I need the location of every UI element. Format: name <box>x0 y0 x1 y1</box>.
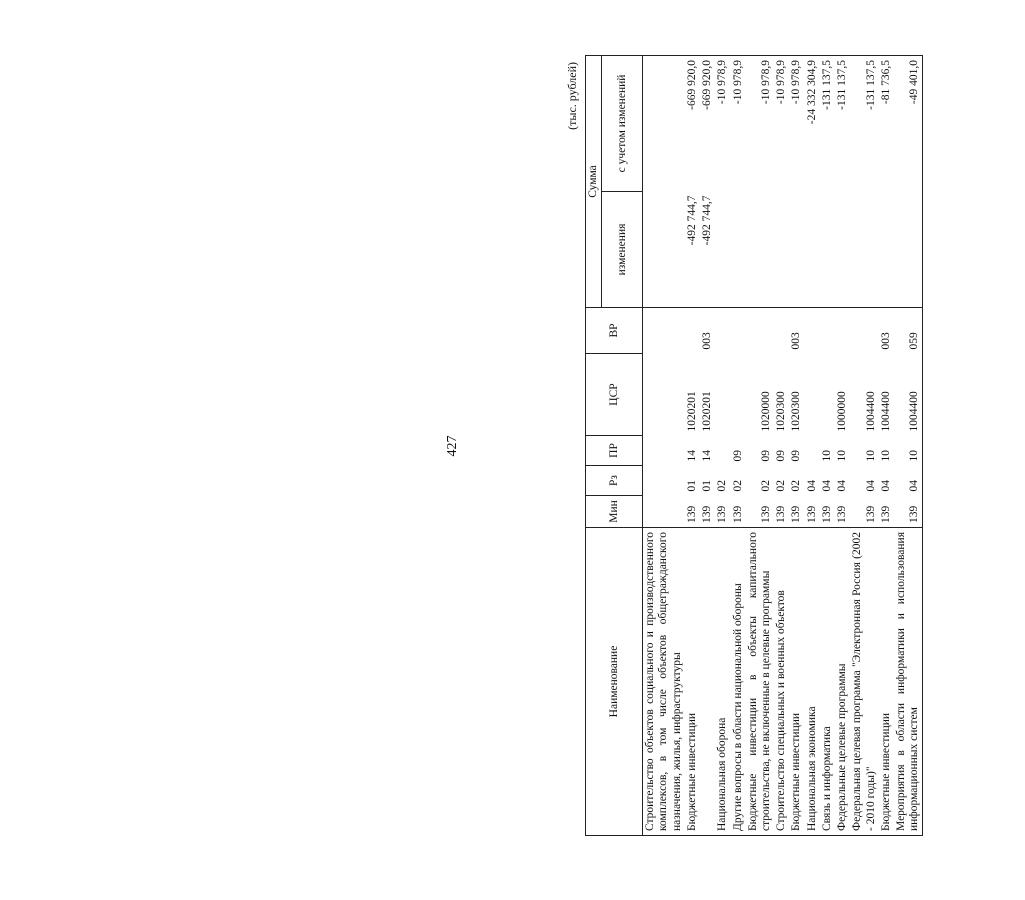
row-name: Федеральные целевые программы <box>835 528 850 836</box>
row-change <box>789 192 804 308</box>
row-pr <box>715 436 730 466</box>
row-vr <box>715 308 730 354</box>
table-row <box>731 55 746 835</box>
row-rz: 04 <box>820 480 833 492</box>
header-izmeneniya: изменения <box>602 192 643 308</box>
row-name: Другие вопросы в области национальной обороны <box>731 528 746 836</box>
row-min: 139 <box>790 505 803 523</box>
header-pr: ПР <box>586 436 643 466</box>
row-min: 139 <box>805 505 818 523</box>
row-min: 139 <box>836 505 849 523</box>
row-total: -49 401,0 <box>894 55 923 191</box>
row-pr: 09 <box>759 450 772 462</box>
row-total: -669 920,0 <box>700 55 715 191</box>
header-min: Мин <box>586 496 643 528</box>
row-change <box>746 192 774 308</box>
row-total: -81 736,5 <box>879 55 894 191</box>
row-name: Бюджетные инвестиции <box>789 528 804 836</box>
row-total <box>643 55 685 191</box>
row-name: Национальная оборона <box>715 528 730 836</box>
row-pr: 10 <box>864 450 877 462</box>
row-csr: 1000000 <box>836 391 849 432</box>
row-total: -24 332 304,9 <box>805 55 820 191</box>
row-min: 139 <box>716 505 729 523</box>
row-change <box>643 192 685 308</box>
row-rz <box>643 466 685 496</box>
row-csr <box>805 354 820 436</box>
table-row <box>700 55 715 835</box>
table-row <box>894 55 923 835</box>
row-pr <box>805 436 820 466</box>
row-rz: 04 <box>864 480 877 492</box>
row-csr: 1020300 <box>790 391 803 432</box>
row-csr: 1020300 <box>775 391 788 432</box>
row-pr: 10 <box>820 450 833 462</box>
row-vr <box>835 308 850 354</box>
row-min: 139 <box>685 505 698 523</box>
row-total: -131 137,5 <box>850 55 878 191</box>
row-change <box>894 192 923 308</box>
row-min: 139 <box>894 496 923 528</box>
row-change <box>879 192 894 308</box>
units-label: (тыс. рублей) <box>565 62 579 130</box>
row-change <box>805 192 820 308</box>
header-csr: ЦСР <box>586 354 643 436</box>
row-csr: 1004400 <box>894 354 923 436</box>
row-rz: 02 <box>716 480 729 492</box>
header-rz: Рз <box>586 466 643 496</box>
row-min: 139 <box>864 505 877 523</box>
row-total: -10 978,9 <box>746 55 774 191</box>
row-pr: 09 <box>775 450 788 462</box>
row-name: Бюджетные инвестиции <box>879 528 894 836</box>
row-vr <box>774 308 789 354</box>
row-name: Связь и информатика <box>820 528 835 836</box>
row-name: Строительство объектов социального и производственного комплексов, в том числе объектов общегражданского назначения, жилья, инфраструктуры <box>643 528 685 836</box>
header-s-uchetom: с учетом изменений <box>602 55 643 191</box>
row-name: Мероприятия в области информатики и использования информационных систем <box>894 528 923 836</box>
row-rz: 04 <box>805 480 818 492</box>
row-pr: 10 <box>894 436 923 466</box>
row-change: -492 744,7 <box>701 195 714 246</box>
row-csr: 1004400 <box>879 391 892 432</box>
row-change <box>850 192 878 308</box>
table-row <box>685 55 700 835</box>
row-vr: 003 <box>789 308 804 354</box>
row-min: 139 <box>775 505 788 523</box>
table-row <box>879 55 894 835</box>
row-pr: 09 <box>731 450 744 462</box>
row-csr: 1020000 <box>759 391 772 432</box>
row-total: -131 137,5 <box>835 55 850 191</box>
table-body <box>643 55 923 835</box>
table-row <box>835 55 850 835</box>
row-rz: 02 <box>790 480 803 492</box>
header-row-1 <box>586 55 602 835</box>
row-total: -10 978,9 <box>774 55 789 191</box>
table-row <box>805 55 820 835</box>
row-name: Строительство специальных и военных объектов <box>774 528 789 836</box>
table-row <box>715 55 730 835</box>
row-min <box>643 496 685 528</box>
row-change <box>731 192 746 308</box>
row-vr <box>850 308 878 354</box>
row-name: Федеральная целевая программа "Электронная Россия (2002 - 2010 годы)" <box>850 528 878 836</box>
row-name: Бюджетные инвестиции <box>685 528 700 836</box>
row-pr: 14 <box>701 450 714 462</box>
header-name: Наименование <box>586 528 643 836</box>
row-csr <box>715 354 730 436</box>
row-min: 139 <box>759 505 772 523</box>
row-name: Бюджетные инвестиции в объекты капитального строительства, не включенные в целевые программы <box>746 528 774 836</box>
table-row <box>820 55 835 835</box>
row-csr: 1004400 <box>864 391 877 432</box>
row-total: -131 137,5 <box>820 55 835 191</box>
row-csr <box>643 354 685 436</box>
table-row <box>746 55 774 835</box>
table-row <box>789 55 804 835</box>
row-rz: 01 <box>701 480 714 492</box>
row-min: 139 <box>879 505 892 523</box>
row-vr <box>731 308 746 354</box>
row-change <box>835 192 850 308</box>
row-pr: 14 <box>685 450 698 462</box>
row-pr: 10 <box>836 450 849 462</box>
row-pr: 09 <box>790 450 803 462</box>
rotated-content <box>445 56 1025 836</box>
row-rz: 04 <box>894 466 923 496</box>
table-row <box>643 55 685 835</box>
row-vr: 059 <box>894 308 923 354</box>
budget-table <box>585 55 923 836</box>
row-name: Национальная экономика <box>805 528 820 836</box>
row-rz: 02 <box>731 480 744 492</box>
row-vr: 003 <box>700 308 715 354</box>
row-change <box>774 192 789 308</box>
row-rz: 04 <box>879 480 892 492</box>
row-rz: 02 <box>759 480 772 492</box>
header-vr: ВР <box>586 308 643 354</box>
row-min: 139 <box>701 505 714 523</box>
row-change <box>820 192 835 308</box>
row-change: -492 744,7 <box>685 195 698 246</box>
row-name <box>700 528 715 836</box>
row-vr <box>820 308 835 354</box>
row-rz: 04 <box>836 480 849 492</box>
row-total: -10 978,9 <box>789 55 804 191</box>
row-pr: 10 <box>879 450 892 462</box>
row-vr <box>805 308 820 354</box>
row-vr <box>643 308 685 354</box>
row-min: 139 <box>731 505 744 523</box>
row-total: -669 920,0 <box>685 55 700 191</box>
page-number: 427 <box>445 435 460 457</box>
row-csr: 1020201 <box>685 391 698 432</box>
row-csr: 1020201 <box>701 391 714 432</box>
row-vr <box>746 308 774 354</box>
row-vr: 003 <box>879 308 894 354</box>
row-rz: 02 <box>775 480 788 492</box>
row-csr <box>731 354 746 436</box>
row-change <box>715 192 730 308</box>
row-csr <box>820 354 835 436</box>
row-min: 139 <box>820 505 833 523</box>
header-summa: Сумма <box>586 55 602 307</box>
row-rz: 01 <box>685 480 698 492</box>
row-pr <box>643 436 685 466</box>
row-vr <box>685 308 700 354</box>
table-row <box>850 55 878 835</box>
table-row <box>774 55 789 835</box>
row-total: -10 978,9 <box>715 55 730 191</box>
row-total: -10 978,9 <box>731 55 746 191</box>
